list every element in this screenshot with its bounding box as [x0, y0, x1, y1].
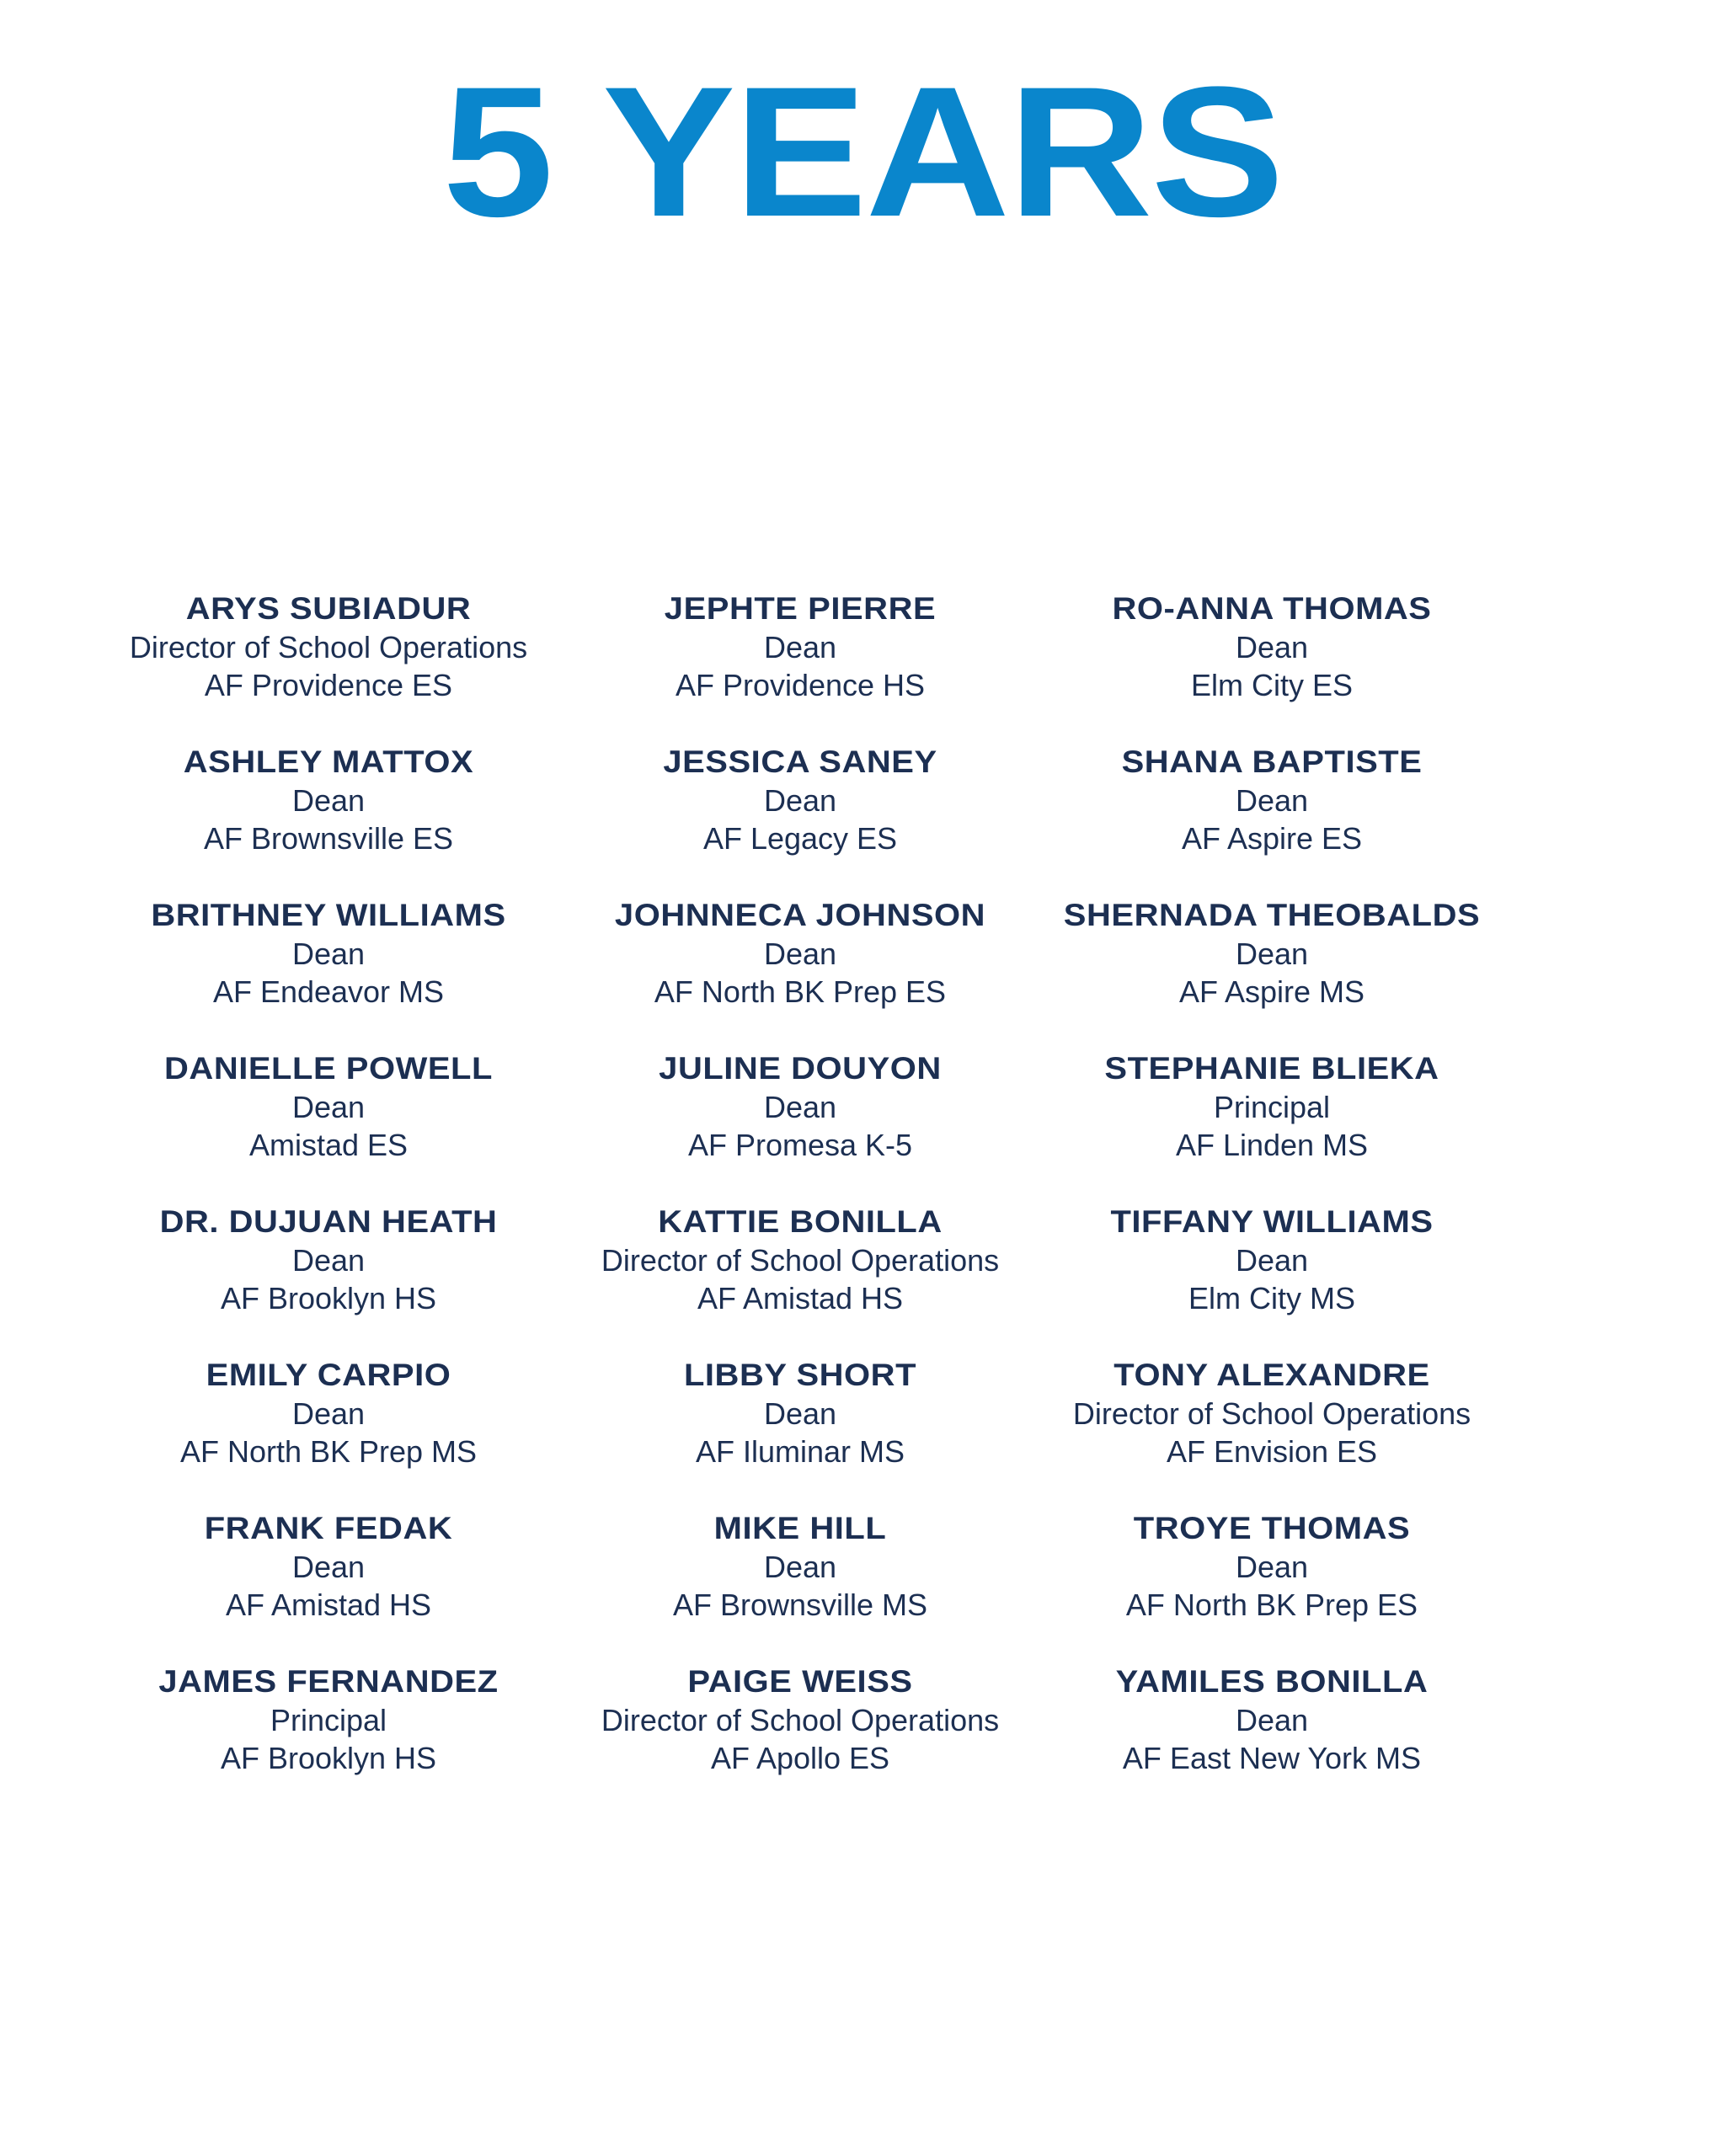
honoree-name: DANIELLE POWELL	[164, 1051, 493, 1086]
honoree-school: AF Providence HS	[675, 668, 926, 702]
honoree-school: AF Iluminar MS	[695, 1434, 905, 1469]
honoree-name: MIKE HILL	[713, 1511, 887, 1545]
honoree-name: JESSICA SANEY	[663, 744, 937, 779]
honoree-school: AF Brooklyn HS	[220, 1741, 437, 1775]
honoree-name: SHERNADA THEOBALDS	[1063, 898, 1481, 932]
honoree-role: Dean	[1235, 1703, 1309, 1737]
honoree-name: PAIGE WEISS	[687, 1664, 913, 1699]
honoree-school: AF Amistad HS	[697, 1281, 904, 1315]
honoree-name: SHANA BAPTISTE	[1121, 744, 1423, 779]
honoree-entry	[1036, 743, 1508, 896]
honoree-role: Dean	[1235, 1243, 1309, 1278]
honoree-name: STEPHANIE BLIEKA	[1104, 1051, 1439, 1086]
honoree-entry	[93, 1049, 564, 1203]
honoree-column-1	[93, 590, 564, 1816]
honoree-school: AF Envision ES	[1166, 1434, 1378, 1469]
honoree-role: Dean	[763, 1396, 837, 1431]
honoree-school: AF North BK Prep MS	[179, 1434, 478, 1469]
honoree-column-3	[1036, 590, 1508, 1816]
honoree-entry	[564, 1203, 1036, 1356]
honoree-entry	[93, 1356, 564, 1509]
honoree-entry	[1036, 590, 1508, 743]
honoree-school: AF North BK Prep ES	[654, 974, 947, 1009]
honoree-school: Elm City MS	[1188, 1281, 1355, 1315]
honoree-name: FRANK FEDAK	[204, 1511, 453, 1545]
honoree-role: Dean	[291, 937, 366, 971]
honoree-name: JOHNNECA JOHNSON	[614, 898, 986, 932]
honoree-name: TROYE THOMAS	[1133, 1511, 1411, 1545]
honoree-name: ARYS SUBIADUR	[185, 591, 472, 626]
honoree-role: Dean	[291, 1550, 366, 1584]
honoree-role: Director of School Operations	[1072, 1396, 1471, 1431]
honoree-school: AF Legacy ES	[702, 821, 898, 856]
honoree-entry	[564, 743, 1036, 896]
honoree-role: Dean	[291, 1243, 366, 1278]
honoree-entry	[93, 896, 564, 1049]
honoree-school: AF Aspire ES	[1181, 821, 1363, 856]
page-title: 5 YEARS	[442, 48, 1283, 255]
honoree-name: LIBBY SHORT	[683, 1358, 917, 1392]
honoree-name: JEPHTE PIERRE	[664, 591, 937, 626]
honoree-role: Dean	[763, 1090, 837, 1124]
honoree-entry	[1036, 1509, 1508, 1662]
honoree-entry	[1036, 1356, 1508, 1509]
honoree-role: Dean	[763, 783, 837, 818]
honoree-school: AF East New York MS	[1122, 1741, 1422, 1775]
honoree-entry	[564, 1662, 1036, 1816]
honoree-entry	[564, 1356, 1036, 1509]
honoree-school: AF Apollo ES	[710, 1741, 890, 1775]
honoree-role: Dean	[291, 1090, 366, 1124]
honoree-role: Principal	[1213, 1090, 1331, 1124]
honoree-name: JULINE DOUYON	[659, 1051, 942, 1086]
honoree-school: AF Brooklyn HS	[220, 1281, 437, 1315]
honoree-name: TONY ALEXANDRE	[1114, 1358, 1430, 1392]
honoree-role: Dean	[763, 1550, 837, 1584]
honoree-entry	[564, 1509, 1036, 1662]
honoree-name: DR. DUJUAN HEATH	[159, 1204, 498, 1239]
honoree-school: AF Brownsville ES	[203, 821, 454, 856]
honoree-school: AF Promesa K-5	[687, 1128, 913, 1162]
honoree-role: Dean	[291, 783, 366, 818]
honoree-entry	[93, 743, 564, 896]
honoree-entry	[1036, 896, 1508, 1049]
honoree-school: AF North BK Prep ES	[1125, 1588, 1418, 1622]
honoree-name: RO-ANNA THOMAS	[1112, 591, 1432, 626]
honoree-school: AF Endeavor MS	[212, 974, 445, 1009]
honoree-entry	[564, 1049, 1036, 1203]
honoree-name: JAMES FERNANDEZ	[158, 1664, 499, 1699]
honoree-name: YAMILES BONILLA	[1115, 1664, 1429, 1699]
honoree-name: ASHLEY MATTOX	[183, 744, 474, 779]
honoree-entry	[1036, 1049, 1508, 1203]
honoree-role: Principal	[270, 1703, 387, 1737]
honoree-role: Dean	[1235, 1550, 1309, 1584]
honoree-school: Elm City ES	[1190, 668, 1354, 702]
honoree-school: Amistad ES	[248, 1128, 409, 1162]
honoree-school: AF Brownsville MS	[672, 1588, 928, 1622]
honoree-name: BRITHNEY WILLIAMS	[151, 898, 506, 932]
honoree-entry	[1036, 1203, 1508, 1356]
honoree-role: Director of School Operations	[601, 1243, 1000, 1278]
honoree-entry	[93, 1509, 564, 1662]
honoree-name: KATTIE BONILLA	[658, 1204, 943, 1239]
honoree-role: Dean	[1235, 937, 1309, 971]
honoree-role: Dean	[1235, 783, 1309, 818]
honoree-role: Director of School Operations	[601, 1703, 1000, 1737]
honoree-school: AF Aspire MS	[1178, 974, 1365, 1009]
honoree-entry	[564, 896, 1036, 1049]
honoree-entry	[93, 590, 564, 743]
honoree-role: Dean	[291, 1396, 366, 1431]
honoree-school: AF Providence ES	[204, 668, 453, 702]
honoree-role: Director of School Operations	[129, 630, 528, 664]
honoree-entry	[1036, 1662, 1508, 1816]
honoree-entry	[564, 590, 1036, 743]
honoree-school: AF Amistad HS	[225, 1588, 432, 1622]
honoree-entry	[93, 1203, 564, 1356]
honoree-role: Dean	[763, 630, 837, 664]
honoree-role: Dean	[1235, 630, 1309, 664]
honoree-entry	[93, 1662, 564, 1816]
honoree-name: TIFFANY WILLIAMS	[1110, 1204, 1434, 1239]
honoree-role: Dean	[763, 937, 837, 971]
honoree-name: EMILY CARPIO	[206, 1358, 451, 1392]
honoree-column-2	[564, 590, 1036, 1816]
honoree-school: AF Linden MS	[1175, 1128, 1369, 1162]
